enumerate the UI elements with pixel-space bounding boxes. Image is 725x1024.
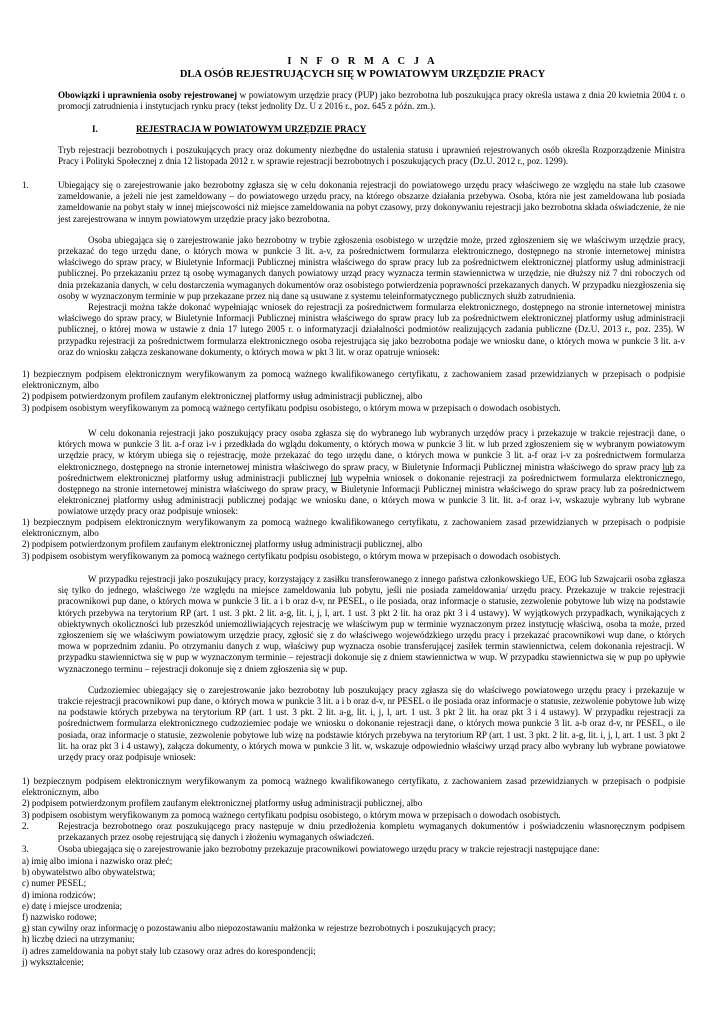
item-1-p6: Cudzoziemiec ubiegający się o zarejestrowanie jako bezrobotny lub poszukujący pracy zgłasza się do właściwego powiatowego urzędu pracy i przekazuje w trakcie rejestracji pracownikowi pup dane, o których mowa w punkcie 3 lit. a i b oraz d-v, nr PESEL o ile posiada oraz informacje o statusie, zezwolenie pobytowe lub wizę na podstawie których przebywa na terytorium RP (art. 1 ust. 3 pkt. 2 lit. a-g, lit. i, j, l, art. 1 ust. 3 pkt 2 lit. ha oraz pkt 3 i 4 ustawy). W przypadku rejestracji za pośrednictwem formularza elektronicznego cudzoziemiec podaje we wniosku o dokonanie rejestracji dane, o których mowa punkcie 3 lit. a-b oraz d-v, nr PESEL, o ile posiada, oraz informacje o statusie, zezwolenie pobytowe lub wizę na podstawie których przebywa na terytorium RP (art. 1 ust. 3 pkt. 2 lit. a-g, lit. i, j, l, art. 1 ust. 3 pkt 2 lit. ha oraz pkt 3 i 4 ustawy), załącza dokumenty, o których mowa w punkcie 3 lit. w, wskazuje odpowiednio właściwy urząd pracy albo wybrany lub wybrane powiatowe urzędy pracy oraz podpisuje wniosek: bbox=[58, 684, 685, 763]
item-3-list bbox=[22, 856, 685, 968]
item-2-text: Rejestracja bezrobotnego oraz poszukującego pracy następuje w dniu przedłożenia kompletu wymaganych dokumentów i poświadczeniu własnoręcznym podpisem przekazanych przez osobę rejestrującą się danych i złożeniu wymaganych oświadczeń. bbox=[58, 821, 685, 843]
item-1-p3: Rejestracji można także dokonać wypełniając wniosek do rejestracji za pośrednictwem formularza elektronicznego, dostępnego na stronie internetowej ministra właściwego do spraw pracy, w Biuletynie Informacji Publicznej ministra właściwego do spraw pracy lub za pośrednictwem elektronicznej platformy usług administracji publicznej, o której mowa w ustawie z dnia 17 lutego 2005 r. o informatyzacji działalności podmiotów realizujących zadania publiczne (Dz.U. 2013 r., poz. 235). W przypadku rejestracji za pośrednictwem formularza elektronicznego osoba rejestrująca się jako bezrobotna podaje we wniosku dane, o których mowa w punkcie 3 lit. a-v oraz do wniosku załącza zeskanowane dokumenty, o których mowa w pkt 3 lit. w oraz opatruje wniosek: bbox=[58, 302, 685, 357]
item-1-list-c bbox=[22, 776, 685, 821]
item-1 bbox=[22, 180, 685, 358]
list-item: e) datę i miejsce urodzenia; bbox=[22, 900, 122, 911]
item-3-text: Osoba ubiegająca się o zarejestrowanie jako bezrobotny przekazuje pracownikowi powiatowego urzędu pracy w trakcie rejestracji następujące dane: bbox=[58, 844, 600, 854]
section-number: I. bbox=[92, 124, 98, 134]
item-3 bbox=[22, 844, 685, 855]
list-item: 2) podpisem potwierdzonym profilem zaufanym elektronicznej platformy usług administracji publicznej, albo bbox=[22, 539, 423, 550]
item-1-list-b bbox=[22, 517, 685, 562]
intro-paragraph bbox=[58, 90, 685, 112]
item-1-cont bbox=[22, 428, 685, 518]
item-3-number: 3. bbox=[22, 844, 29, 854]
list-item: g) stan cywilny oraz informację o pozostawaniu albo niepozostawaniu małżonka w rejestrze bezrobotnych i poszukujących pracy; bbox=[22, 923, 496, 934]
list-item: 2) podpisem potwierdzonym profilem zaufanym elektronicznej platformy usług administracji publicznej, albo bbox=[22, 798, 423, 809]
list-item: c) numer PESEL; bbox=[22, 878, 87, 889]
preamble-text: Tryb rejestracji bezrobotnych i poszukujących pracy oraz dokumenty niezbędne do ustalenia statusu i uprawnień rejestrowanych osób określa Rozporządzenie Ministra Pracy i Polityki Społecznej z dnia 12 listopada 2012 r. w sprawie rejestracji bezrobotnych i poszukujących pracy (Dz.U. 2012 r., poz. 1299). bbox=[58, 145, 685, 167]
intro-text: w powiatowym urzędzie pracy (PUP) jako bezrobotna lub poszukująca pracy określa ustawa z dnia 20 kwietnia 2004 r. o promocji zatrudnienia i instytucjach rynku pracy (tekst jednolity Dz. U z 2016 r., poz. 645 z późn. zm.). bbox=[58, 90, 685, 112]
section-title: REJESTRACJA W POWIATOWYM URZĘDZIE PRACY bbox=[136, 124, 367, 134]
item-1-p1: Ubiegający się o zarejestrowanie jako bezrobotny zgłasza się w celu dokonania rejestracji do powiatowego urzędu pracy właściwego ze względu na stałe lub czasowe zameldowanie, a jeżeli nie jest zameldowany – do powiatowego urzędu pracy, na którego obszarze działania przebywa. Osoba, która nie jest zameldowana lub posiada zameldowanie na pobyt stały w innej miejscowości niż miejsce zameldowania na pobyt czasowy, przy dokonywaniu rejestracji jako bezrobotna składa oświadczenie, że nie jest zarejestrowana w innym powiatowym urzędzie pracy jako bezrobotna. bbox=[58, 180, 685, 224]
list-item: 2) podpisem potwierdzonym profilem zaufanym elektronicznej platformy usług administracji publicznej, albo bbox=[22, 391, 423, 402]
list-item: h) liczbę dzieci na utrzymaniu; bbox=[22, 934, 135, 945]
list-item: 3) podpisem osobistym weryfikowanym za pomocą ważnego certyfikatu podpisu osobistego, o którym mowa w przepisach o dowodach osobistych. bbox=[22, 809, 561, 820]
list-item: 1) bezpiecznym podpisem elektronicznym weryfikowanym za pomocą ważnego kwalifikowanego certyfikatu, z zachowaniem zasad przewidzianych w przepisach o podpisie elektronicznym, albo bbox=[22, 369, 685, 391]
list-item: b) obywatelstwo albo obywatelstwa; bbox=[22, 867, 156, 878]
document-title: I N F O R M A C J A bbox=[287, 56, 438, 67]
item-2-number: 2. bbox=[22, 821, 29, 831]
list-item: 3) podpisem osobistym weryfikowanym za pomocą ważnego certyfikatu podpisu osobistego, o którym mowa w przepisach o dowodach osobistych. bbox=[22, 402, 561, 413]
list-item: d) imiona rodziców; bbox=[22, 889, 96, 900]
list-item: 1) bezpiecznym podpisem elektronicznym weryfikowanym za pomocą ważnego kwalifikowanego certyfikatu, z zachowaniem zasad przewidzianych w przepisach o podpisie elektronicznym, albo bbox=[22, 517, 685, 539]
list-item: j) wykształcenie; bbox=[22, 956, 84, 967]
item-1-p4: W celu dokonania rejestracji jako poszukujący pracy osoba zgłasza się do wybranego lub wybranych urzędów pracy i przekazuje w trakcie rejestracji dane, o których mowa w punkcie 3 lit. a-f oraz i-v i przedkłada do wglądu dokumenty, o których mowa w punkcie 3 lit. w lub przed zgłoszeniem się w wybranym powiatowym urzędzie pracy, w którym ubiega się o rejestrację, może przekazać do tego urzędu dane, o których mowa w punkcie 3 lit. a-f oraz i-v za pośrednictwem formularza elektronicznego, dostępnego na stronie internetowej ministra właściwego do spraw pracy, w Biuletynie Informacji Publicznej ministra właściwego do spraw pracy lub za pośrednictwem elektronicznej platformy usług administracji publicznej lub wypełnia wniosek o dokonanie rejestracji za pośrednictwem formularza elektronicznego, dostępnego na stronie internetowej ministra właściwego do spraw pracy, w Biuletynie Informacji Publicznej ministra właściwego do spraw pracy lub za pośrednictwem elektronicznej platformy usług administracji publicznej podając we wniosku dane, o których mowa w punkcie 3 lit. lit. a-f oraz i-v, wskazuje wybrany lub wybrane powiatowe urzędy pracy oraz podpisuje wniosek: bbox=[58, 428, 685, 517]
item-1-number: 1. bbox=[22, 180, 29, 190]
section-heading bbox=[92, 124, 652, 135]
intro-bold: Obowiązki i uprawnienia osoby rejestrowanej bbox=[58, 90, 238, 100]
item-2 bbox=[22, 821, 685, 843]
item-1-p5: W przypadku rejestracji jako poszukujący pracy, korzystający z zasiłku transferowanego z innego państwa członkowskiego UE, EOG lub Szwajcarii osoba zgłasza się tylko do jednego, właściwego /ze względu na miejsce zameldowania lub pobytu, jeśli nie posiada zameldowania/ urzędu pracy. Przekazuje w trakcie rejestracji pracownikowi pup dane, o których mowa w punkcie 3 lit. a i b oraz d-v, nr PESEL, o ile posiada, oraz informacje o statusie, zezwolenie pobytowe lub wizę na podstawie których przebywa na terytorium RP (art. 1 ust. 3 pkt. 2 lit. a-g, lit. i, j, l, art. 1 ust. 3 pkt 2 lit. ha oraz pkt 3 i 4 ustawy). W wyjątkowych przypadkach, wynikających z obiektywnych okoliczności lub przeszkód uniemożliwiających rejestrację we właściwym pup w terminie wyznaczonym przez instytucję właściwą, osoba ta może, przed zgłoszeniem się we właściwym powiatowym urzędzie pracy, zgłosić się z do właściwego wojewódzkiego urzędu pracy i przekazać pracownikowi wup dane, o których mowa w poprzednim zdaniu. Po otrzymaniu danych z wup, właściwy pup wyznacza osobie transferującej zasiłek termin stawiennictwa, celem dokonania rejestracji. W przypadku stawiennictwa się w pup w wyznaczonym terminie – rejestracji dokonuje się z dniem stawiennictwa w wup. W przypadku stawiennictwa się w pup po upływie wyznaczonego terminu – rejestracji dokonuje się z dniem zgłoszenia się w pup. bbox=[58, 574, 685, 674]
item-1-cont-2 bbox=[22, 574, 685, 763]
preamble-paragraph bbox=[58, 145, 685, 167]
item-1-p2: Osoba ubiegająca się o zarejestrowanie jako bezrobotny w trybie zgłoszenia osobistego w urzędzie może, przed zgłoszeniem się we właściwym urzędzie pracy, przekazać do tego urzędu dane, o których mowa w punkcie 3 lit. a-v, za pośrednictwem formularza elektronicznego, dostępnego na stronie internetowej ministra właściwego do spraw pracy, w Biuletynie Informacji Publicznej ministra właściwego do spraw pracy lub za pośrednictwem elektronicznej platformy usług administracji publicznej. Po przekazaniu przez tą osobę wymaganych danych powiatowy urząd pracy wyznacza termin stawiennictwa w urzędzie, nie dłuższy niż 7 dni roboczych od dnia przekazania danych, w celu dostarczenia wymaganych dokumentów oraz osobistego potwierdzenia poprawności przekazanych danych. W przypadku niezgłoszenia się osoby w wyznaczonym terminie w pup przekazane przez nią dane są usuwane z systemu teleinformatycznego publicznych służb zatrudnienia. bbox=[58, 234, 685, 301]
item-1-list-a bbox=[22, 369, 685, 414]
document-subtitle: DLA OSÓB REJESTRUJĄCYCH SIĘ W POWIATOWYM URZĘDZIE PRACY bbox=[179, 69, 546, 80]
list-item: i) adres zameldowania na pobyt stały lub czasowy oraz adres do korespondencji; bbox=[22, 945, 316, 956]
list-item: a) imię albo imiona i nazwisko oraz płeć; bbox=[22, 856, 173, 866]
list-item: 1) bezpiecznym podpisem elektronicznym weryfikowanym za pomocą ważnego kwalifikowanego certyfikatu, z zachowaniem zasad przewidzianych w przepisach o podpisie elektronicznym, albo bbox=[22, 776, 685, 798]
list-item: 3) podpisem osobistym weryfikowanym za pomocą ważnego certyfikatu podpisu osobistego, o którym mowa w przepisach o dowodach osobistych. bbox=[22, 550, 561, 561]
item-1-body bbox=[58, 180, 685, 358]
list-item: f) nazwisko rodowe; bbox=[22, 912, 97, 923]
